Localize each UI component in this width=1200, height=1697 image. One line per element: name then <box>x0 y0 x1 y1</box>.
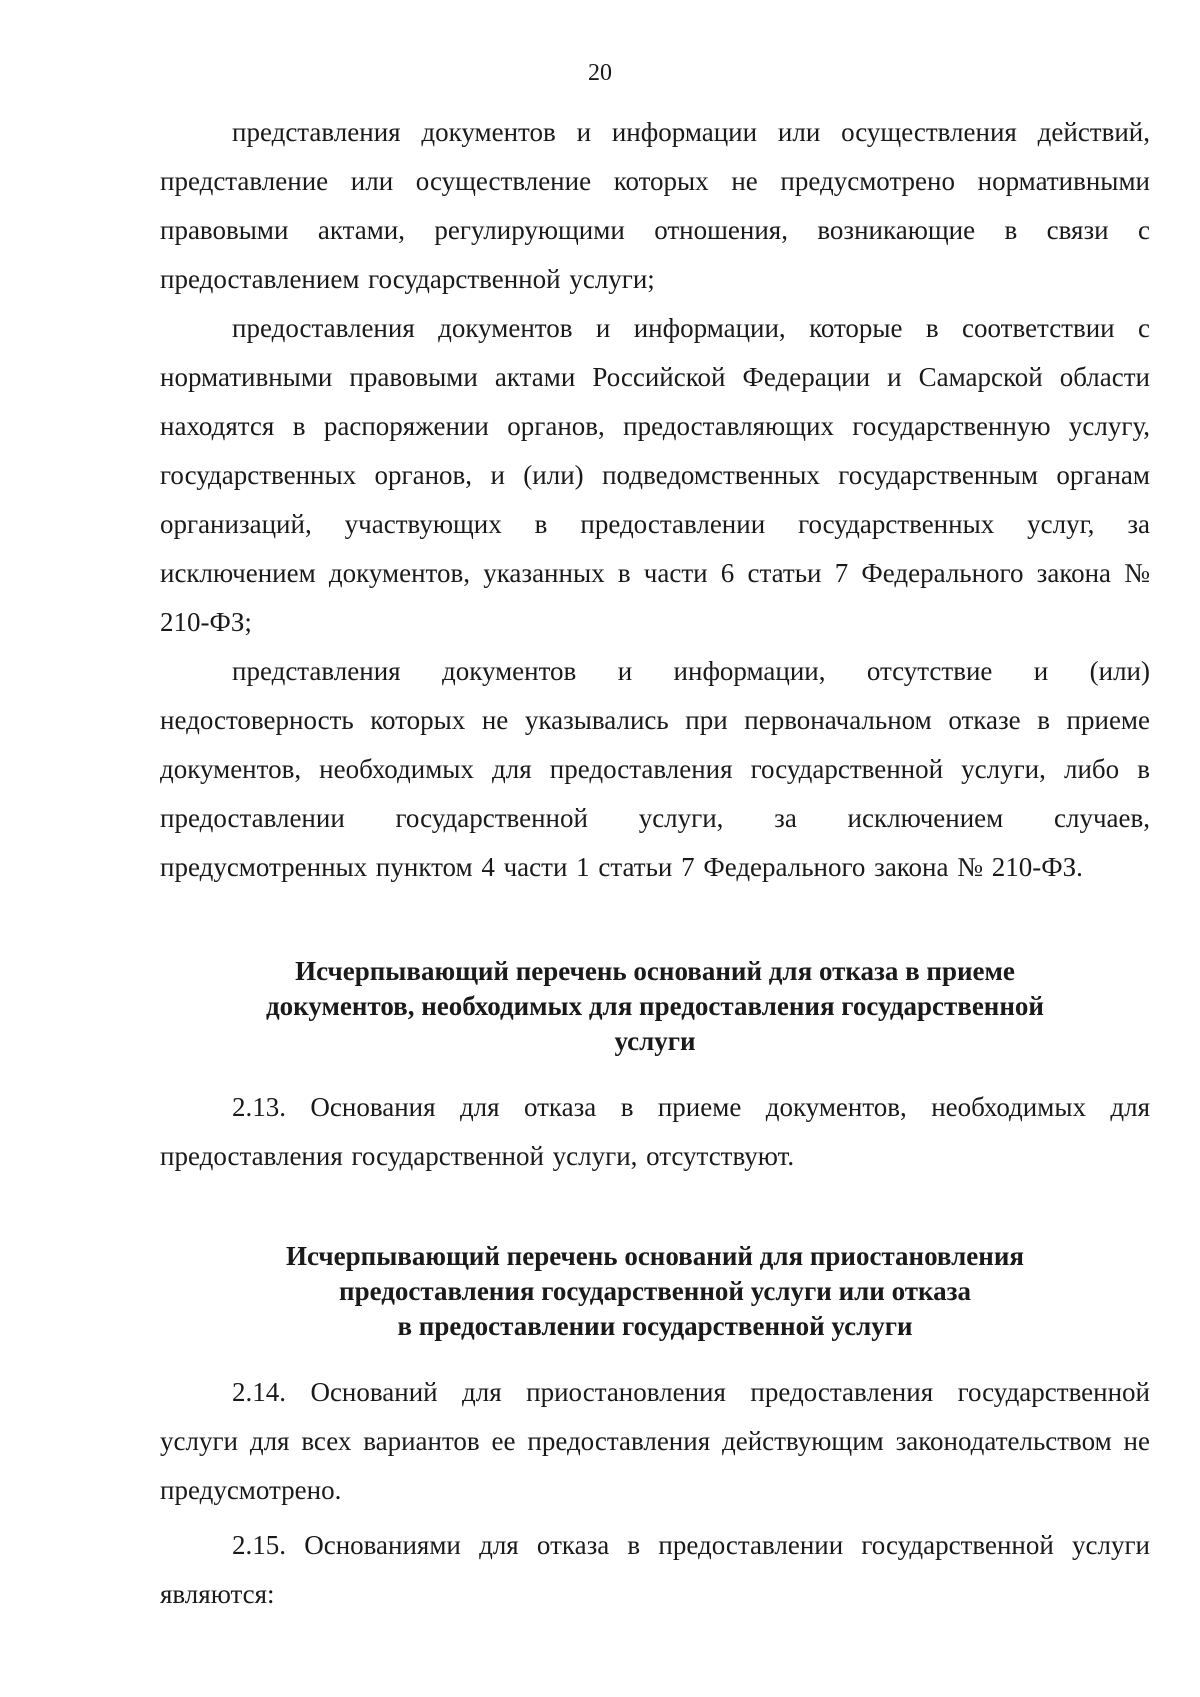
paragraph-2-14: 2.14. Оснований для приостановления предоставления государственной услуги для всех вариантов ее предоставления действующим законодательством не предусмотрено. <box>160 1377 1150 1505</box>
heading-line: в предоставлении государственной услуги <box>397 1311 913 1341</box>
section-heading-document-refusal <box>160 954 1150 1059</box>
paragraph-refusal-unspecified-defects: представления документов и информации, отсутствие и (или) недостоверность которых не указывались при первоначальном отказе в приеме документов, необходимых для предоставления государственной услуги, либо в предоставлении государственной услуги, за исключением случаев, предусмотренных пунктом 4 части 1 статьи 7 Федерального закона № 210-ФЗ. <box>160 656 1150 882</box>
spacer <box>160 1181 1150 1239</box>
spacer <box>160 1059 1150 1083</box>
paragraph-refusal-extra-documents: представления документов и информации или осуществления действий, представление или осуществление которых не предусмотрено нормативными правовыми актами, регулирующими отношения, возникающие в связи с предоставлением государственной услуги; <box>160 117 1150 294</box>
spacer <box>160 1344 1150 1368</box>
spacer <box>160 892 1150 954</box>
heading-line: предоставления государственной услуги или отказа <box>339 1276 971 1306</box>
page-number: 20 <box>588 60 612 86</box>
paragraph-2-15: 2.15. Основаниями для отказа в предоставлении государственной услуги являются: <box>160 1530 1150 1609</box>
page-content <box>160 108 1150 1619</box>
paragraph-2-13: 2.13. Основания для отказа в приеме документов, необходимых для предоставления государственной услуги, отсутствуют. <box>160 1092 1150 1171</box>
heading-line: документов, необходимых для предоставления государственной <box>266 991 1044 1021</box>
paragraph-refusal-held-documents: предоставления документов и информации, которые в соответствии с нормативными правовыми актами Российской Федерации и Самарской области находятся в распоряжении органов, предоставляющих государственную услугу, государственных органов, и (или) подведомственных государственным органам организаций, участвующих в предоставлении государственных услуг, за исключением документов, указанных в части 6 статьи 7 Федерального закона № 210-ФЗ; <box>160 313 1150 637</box>
heading-line: Исчерпывающий перечень оснований для отказа в приеме <box>295 956 1015 986</box>
section-heading-suspension-refusal <box>160 1239 1150 1344</box>
heading-line: Исчерпывающий перечень оснований для приостановления <box>285 1241 1025 1271</box>
heading-line: услуги <box>614 1026 696 1056</box>
